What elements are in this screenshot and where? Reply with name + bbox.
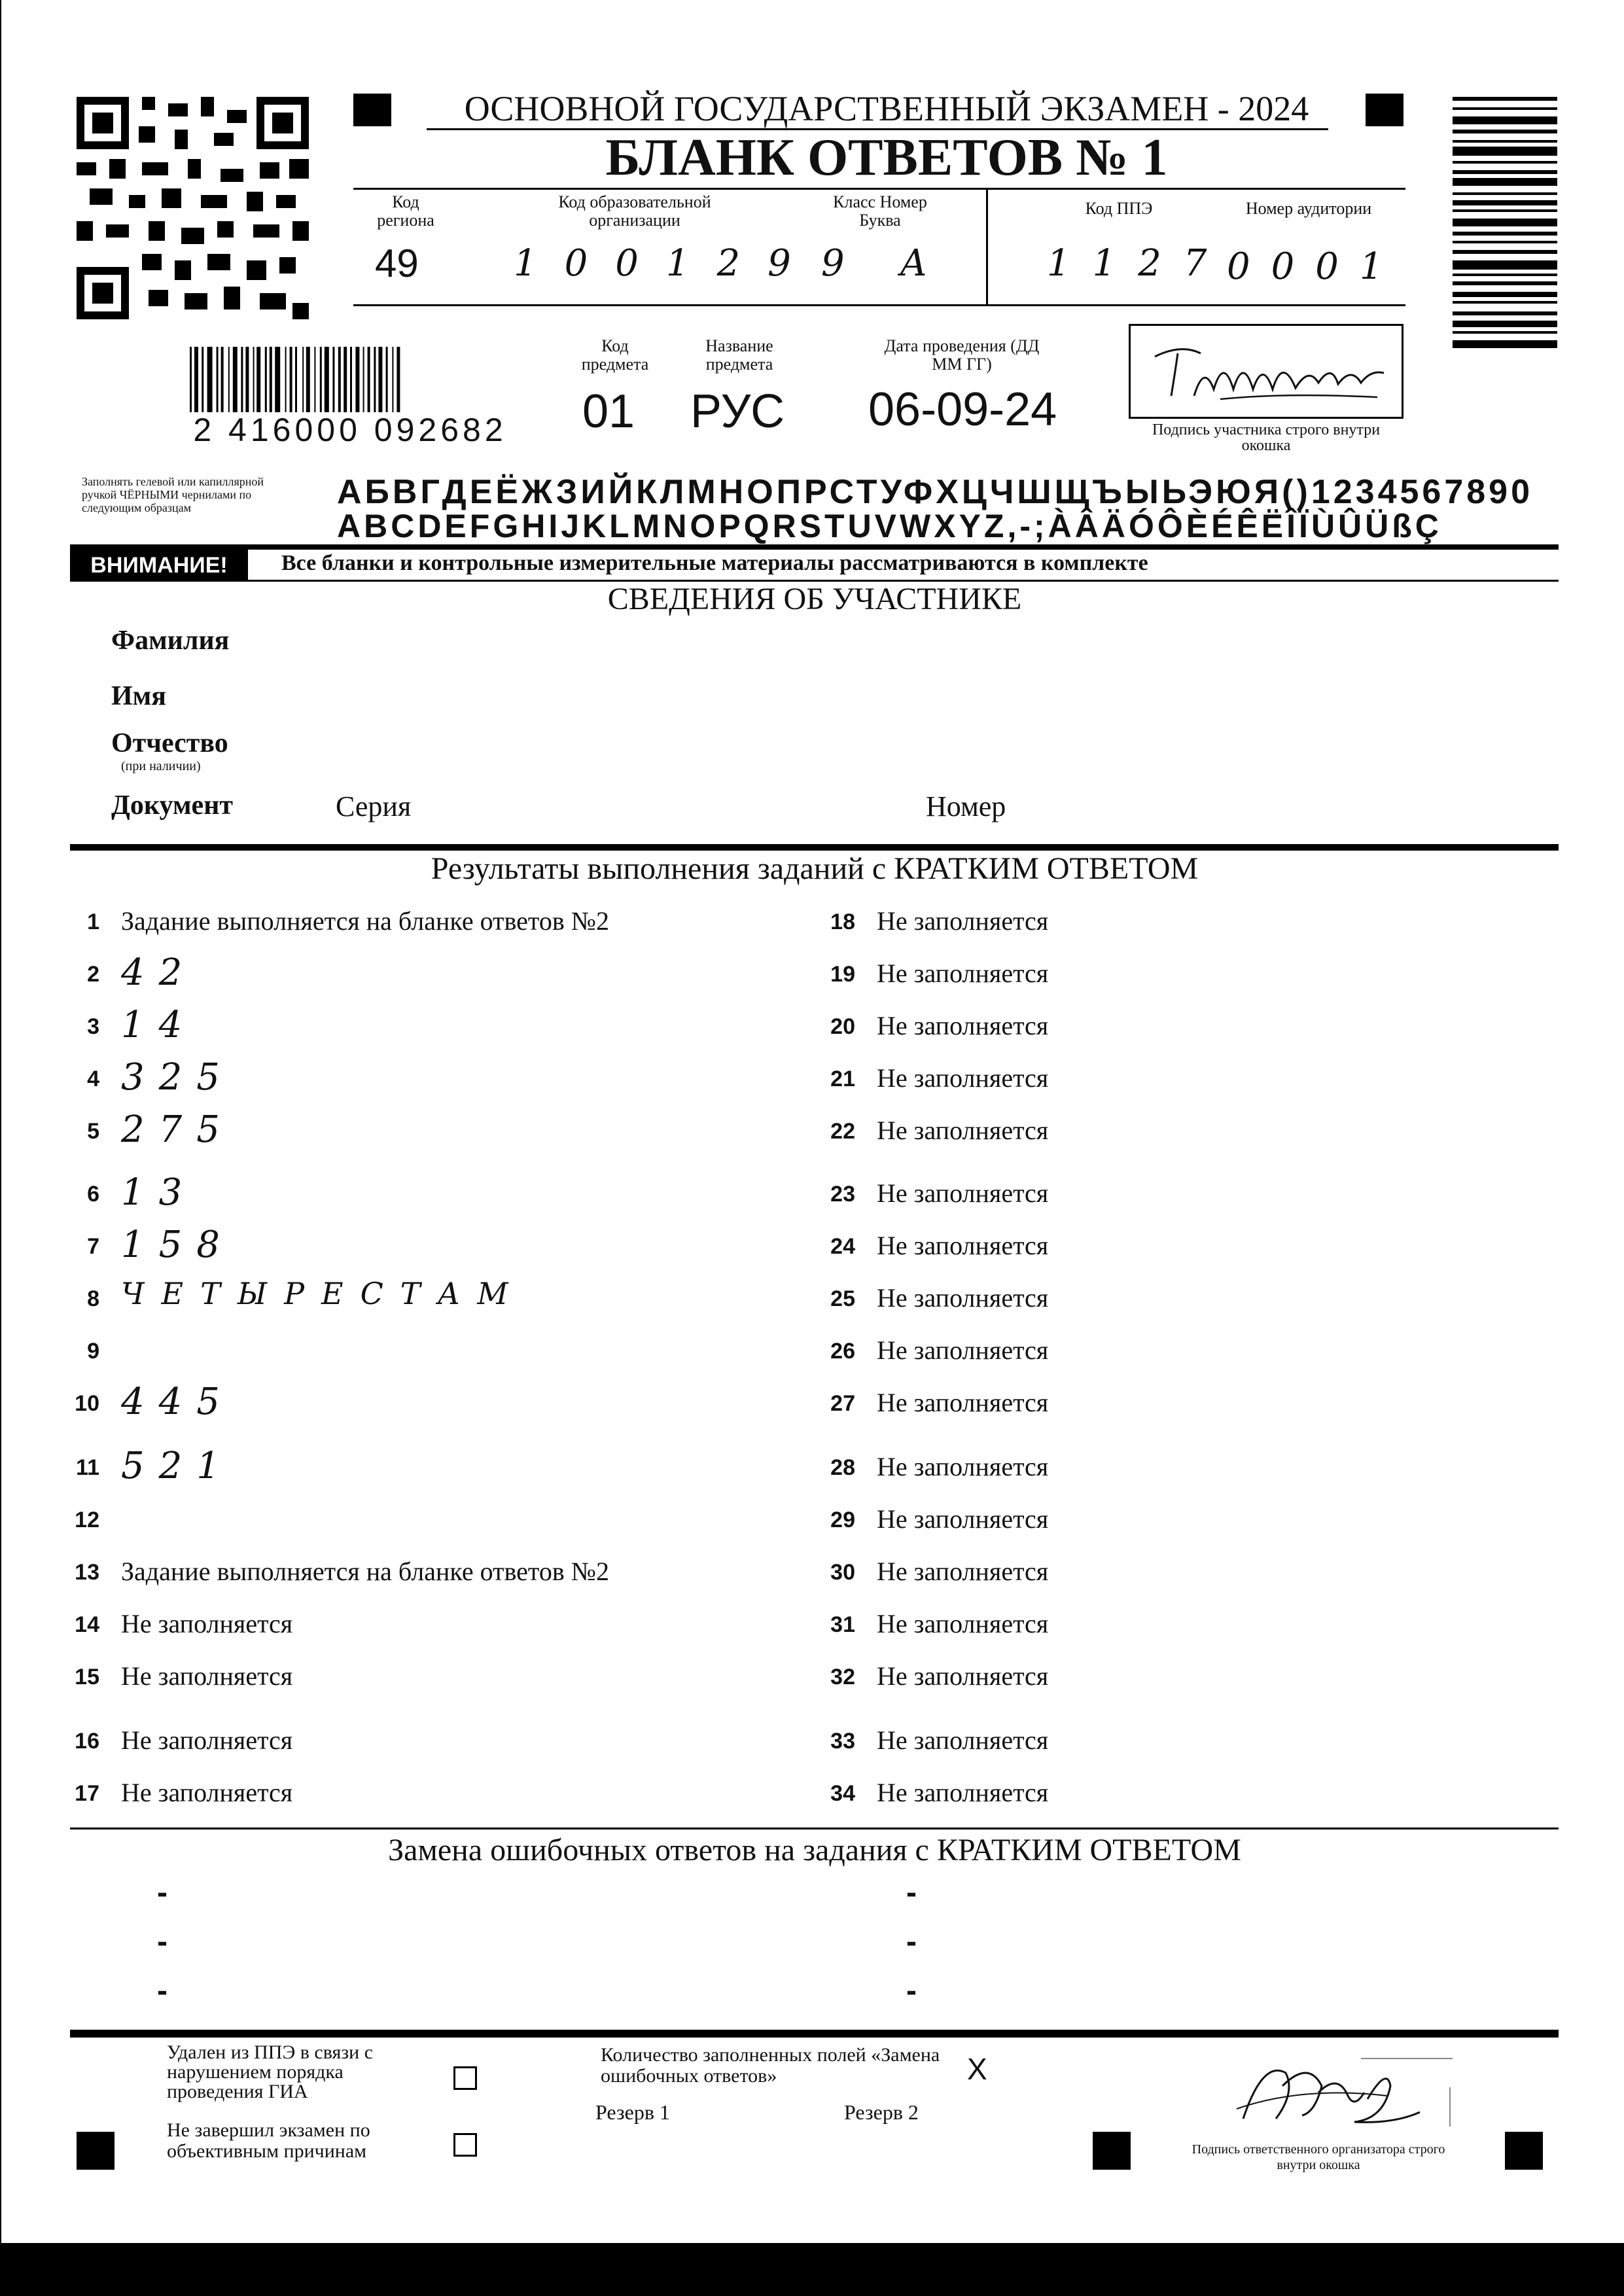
task-status-text: Не заполняется: [877, 1661, 1049, 1691]
notice-top-rule: [70, 544, 1559, 550]
task-number: 18: [830, 910, 855, 934]
task-answer[interactable]: 521: [121, 1445, 234, 1487]
task-status-text: Не заполняется: [877, 1388, 1049, 1417]
task-number: 22: [830, 1119, 855, 1144]
anchor-marker-top-right: [1366, 94, 1403, 126]
organizer-signature: [1224, 2047, 1446, 2138]
task-status-text: Не заполняется: [877, 1725, 1049, 1755]
task-status-text: Не заполняется: [877, 959, 1049, 988]
room-number-value: 0001: [1227, 245, 1404, 288]
task-status-text: Не заполняется: [877, 1011, 1049, 1040]
not-finished-label: Не завершил экзамен по объективным причинам: [167, 2119, 370, 2162]
replacement-slot-left-1[interactable]: -: [157, 1875, 168, 1910]
task-number: 17: [75, 1781, 99, 1806]
task-status-text: Задание выполняется на бланке ответов №2: [121, 906, 609, 936]
task-answer[interactable]: 158: [121, 1224, 234, 1266]
participant-section-title: СВЕДЕНИЯ ОБ УЧАСТНИКЕ: [607, 582, 1022, 616]
replacement-slot-right-2[interactable]: -: [906, 1924, 917, 1959]
task-answer[interactable]: 42: [121, 951, 197, 994]
task-answer[interactable]: 14: [121, 1004, 197, 1046]
region-code-label: Код региона: [377, 192, 434, 230]
organizer-corner-side: [1449, 2087, 1451, 2127]
ppe-code-value: 1127: [1047, 242, 1229, 285]
header-grid-bottom: [353, 304, 1405, 306]
participant-signature: [1142, 337, 1397, 409]
results-section-title: Результаты выполнения заданий с КРАТКИМ ОТВЕТОМ: [431, 851, 1199, 886]
task-answer[interactable]: 275: [121, 1108, 234, 1151]
exam-date-label: Дата проведения (ДД ММ ГГ): [884, 336, 1040, 374]
organizer-signature-label: Подпись ответственного организатора строго внутри окошка: [1192, 2142, 1445, 2172]
task-status-text: Не заполняется: [877, 1335, 1049, 1365]
anchor-marker-bottom-center: [1093, 2132, 1131, 2170]
replacement-section-title: Замена ошибочных ответов на задания с КРАТКИМ ОТВЕТОМ: [388, 1833, 1241, 1867]
task-number: 23: [830, 1182, 855, 1207]
org-code-value: 100129: [514, 242, 819, 285]
task-number: 20: [830, 1014, 855, 1039]
task-status-text: Не заполняется: [877, 1063, 1049, 1093]
anchor-marker-bottom-right: [1505, 2132, 1543, 2170]
task-status-text: Не заполняется: [121, 1725, 293, 1755]
task-number: 10: [75, 1391, 99, 1416]
not-finished-checkbox[interactable]: [453, 2133, 477, 2157]
replacement-count-value[interactable]: X: [967, 2052, 987, 2086]
document-label: Документ: [111, 790, 234, 821]
notice-badge: ВНИМАНИЕ!: [70, 550, 248, 581]
task-number: 21: [830, 1067, 855, 1091]
task-number: 4: [87, 1067, 99, 1091]
task-number: 31: [830, 1612, 855, 1637]
bottom-scan-band: [0, 2243, 1624, 2296]
task-status-text: Не заполняется: [121, 1661, 293, 1691]
task-status-text: Не заполняется: [877, 906, 1049, 936]
results-top-rule: [70, 844, 1559, 851]
form-title: БЛАНК ОТВЕТОВ № 1: [605, 129, 1168, 186]
region-code-value: 49: [375, 241, 419, 285]
task-number: 8: [87, 1286, 99, 1311]
participant-signature-label: Подпись участника строго внутри окошка: [1152, 421, 1381, 454]
sample-instruction: Заполнять гелевой или капиллярной ручкой ЧЁРНЫМИ чернилами по следующим образцам: [82, 475, 264, 514]
room-number-label: Номер аудитории: [1245, 199, 1372, 218]
name-label: Имя: [111, 681, 166, 711]
org-code-label: Код образовательной организации: [558, 192, 711, 230]
task-status-text: Не заполняется: [877, 1178, 1049, 1208]
task-number: 13: [75, 1560, 99, 1585]
barcode-number: 2 416000 092682: [193, 412, 507, 448]
side-barcode: [1453, 97, 1557, 460]
header-grid-top: [353, 188, 1405, 190]
task-number: 29: [830, 1508, 855, 1532]
task-number: 33: [830, 1729, 855, 1754]
ppe-code-label: Код ППЭ: [1085, 199, 1153, 218]
task-number: 3: [87, 1014, 99, 1039]
task-number: 5: [87, 1119, 99, 1144]
task-number: 15: [75, 1665, 99, 1689]
reserve-1-label: Резерв 1: [595, 2100, 670, 2124]
task-number: 9: [87, 1339, 99, 1364]
task-status-text: Не заполняется: [877, 1231, 1049, 1260]
removed-checkbox[interactable]: [453, 2066, 477, 2090]
subject-name-label: Название предмета: [705, 336, 773, 374]
patronymic-label: Отчество: [111, 728, 228, 758]
replacement-slot-left-2[interactable]: -: [157, 1924, 168, 1959]
exam-title: ОСНОВНОЙ ГОСУДАРСТВЕННЫЙ ЭКЗАМЕН - 2024: [464, 89, 1309, 128]
task-number: 2: [87, 962, 99, 987]
organizer-corner-top: [1361, 2058, 1453, 2059]
subject-name-value: РУС: [690, 385, 785, 438]
task-number: 12: [75, 1508, 99, 1532]
surname-label: Фамилия: [111, 626, 230, 656]
task-answer[interactable]: ЧЕТЫРЕСТАМ: [121, 1276, 525, 1311]
exam-date-value: 06-09-24: [868, 383, 1057, 436]
task-status-text: Не заполняется: [877, 1504, 1049, 1534]
replacement-slot-right-3[interactable]: -: [906, 1973, 917, 2008]
task-number: 11: [76, 1455, 99, 1480]
subject-code-value: 01: [582, 385, 635, 438]
left-page-edge: [0, 0, 1, 2244]
task-number: 28: [830, 1455, 855, 1480]
task-number: 32: [830, 1665, 855, 1689]
subject-code-label: Код предмета: [581, 336, 649, 374]
sample-row-cyrillic: АБВГДЕЁЖЗИЙКЛМНОПРСТУФХЦЧШЩЪЫЬЭЮЯ()1234567890: [337, 473, 1534, 511]
patronymic-note: (при наличии): [121, 759, 201, 773]
number-label: Номер: [926, 790, 1006, 822]
replacement-slot-left-3[interactable]: -: [157, 1973, 168, 2008]
task-answer[interactable]: 325: [121, 1056, 234, 1099]
task-status-text: Не заполняется: [877, 1452, 1049, 1481]
sample-row-latin: ABCDEFGHIJKLMNOPQRSTUVWXYZ,-;ÀÂÄÓÔÈÉÊËÎÏÙÛÜßÇ: [337, 508, 1442, 544]
series-label: Серия: [336, 790, 412, 822]
reserve-2-label: Резерв 2: [844, 2100, 919, 2124]
replacement-count-label: Количество заполненных полей «Замена ошибочных ответов»: [601, 2044, 940, 2087]
qr-code: [77, 97, 309, 319]
task-number: 26: [830, 1339, 855, 1364]
task-number: 16: [75, 1729, 99, 1754]
task-number: 19: [830, 962, 855, 987]
footer-top-rule: [70, 2030, 1559, 2038]
task-number: 27: [830, 1391, 855, 1416]
task-number: 6: [87, 1182, 99, 1207]
task-number: 34: [830, 1781, 855, 1806]
task-answer[interactable]: 13: [121, 1171, 197, 1214]
results-bottom-rule: [70, 1828, 1559, 1829]
task-number: 24: [830, 1234, 855, 1259]
task-status-text: Не заполняется: [121, 1778, 293, 1807]
task-number: 25: [830, 1286, 855, 1311]
class-letter-value: А: [900, 242, 941, 285]
task-status-text: Не заполняется: [121, 1609, 293, 1638]
class-number-value: 9: [821, 242, 858, 285]
task-number: 14: [75, 1612, 99, 1637]
notice-text: Все бланки и контрольные измерительные материалы рассматриваются в комплекте: [281, 551, 1148, 575]
task-number: 1: [87, 910, 99, 934]
anchor-marker-top-left: [353, 94, 391, 126]
task-number: 7: [87, 1234, 99, 1259]
task-status-text: Не заполняется: [877, 1778, 1049, 1807]
task-status-text: Не заполняется: [877, 1116, 1049, 1145]
task-status-text: Задание выполняется на бланке ответов №2: [121, 1557, 609, 1586]
task-status-text: Не заполняется: [877, 1283, 1049, 1313]
task-answer[interactable]: 445: [121, 1381, 234, 1423]
anchor-marker-bottom-left: [77, 2132, 115, 2170]
class-label: Класс Номер Буква: [833, 192, 927, 230]
removed-label: Удален из ППЭ в связи с нарушением порядка проведения ГИА: [167, 2041, 374, 2102]
header-grid-divider: [986, 188, 988, 306]
task-number: 30: [830, 1560, 855, 1585]
task-status-text: Не заполняется: [877, 1609, 1049, 1638]
task-status-text: Не заполняется: [877, 1557, 1049, 1586]
replacement-slot-right-1[interactable]: -: [906, 1875, 917, 1910]
